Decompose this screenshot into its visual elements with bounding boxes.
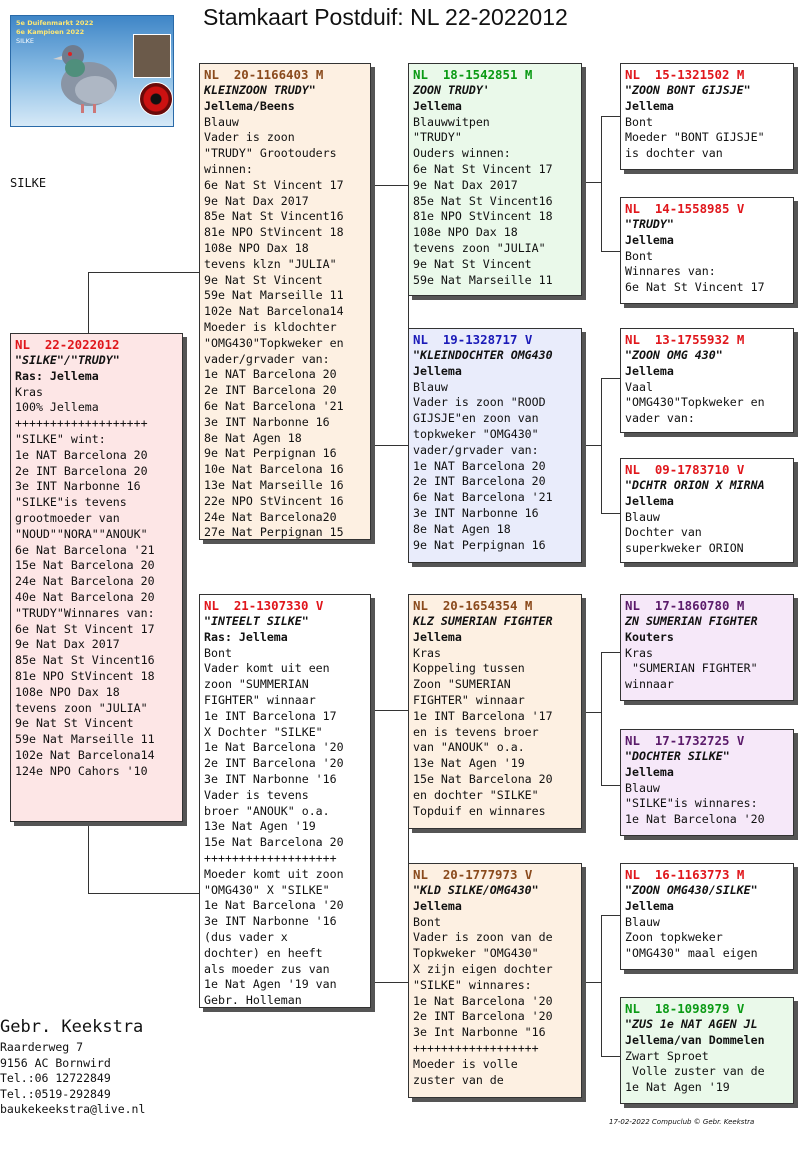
detail-line: "TRUDY" Grootouders <box>204 146 337 161</box>
pedigree-box-dds[interactable] <box>620 863 794 970</box>
ring-number: NL 18-1098979 V <box>625 1001 745 1016</box>
breeder: Jellema <box>413 629 462 644</box>
connector-line <box>601 116 621 252</box>
detail-line: 124e NPO Cahors '10 <box>15 763 148 778</box>
detail-line: 81e NPO StVincent 18 <box>15 668 155 683</box>
detail-line: vader/grvader van: <box>413 442 539 457</box>
detail-line: Kras <box>413 645 441 660</box>
detail-line: 9156 AC Bornwird <box>0 1055 111 1070</box>
detail-line: Tel.:0519-292849 <box>0 1086 111 1101</box>
detail-line: X zijn eigen dochter <box>413 961 553 976</box>
detail-line: 24e Nat Barcelona 20 <box>15 574 155 589</box>
pedigree-box-ssd[interactable] <box>620 197 794 304</box>
detail-line: FIGHTER" winnaar <box>204 692 316 707</box>
pedigree-box-sss[interactable] <box>620 63 794 170</box>
ring-number: NL 18-1542851 M <box>413 67 533 82</box>
detail-line: 9e Nat Perpignan 16 <box>413 537 546 552</box>
detail-line: 6e Nat St Vincent 17 <box>204 177 344 192</box>
detail-line: 102e Nat Barcelona14 <box>204 304 344 319</box>
pedigree-box-subject[interactable] <box>10 333 183 822</box>
detail-line: "OMG430" maal eigen <box>625 946 758 961</box>
detail-line: "OMG430"Topkweker en <box>625 395 765 410</box>
detail-line: 13e Nat Agen '19 <box>413 756 525 771</box>
page-title: Stamkaart Postduif: NL 22-2022012 <box>203 4 568 30</box>
ring-number: NL 09-1783710 V <box>625 462 745 477</box>
photo-caption: 6e Kampioen 2022 <box>16 28 85 36</box>
detail-line: 85e Nat St Vincent16 <box>204 209 344 224</box>
detail-line: 10e Nat Barcelona 16 <box>204 462 344 477</box>
detail-line: 108e NPO Dax 18 <box>413 225 518 240</box>
breeder: Jellema <box>625 363 674 378</box>
details <box>625 380 789 427</box>
detail-line: Moeder is kldochter <box>204 319 337 334</box>
ring-number: NL 16-1163773 M <box>625 867 745 882</box>
pedigree-box-dam-dam[interactable] <box>408 863 582 1098</box>
breeder: Jellema <box>413 98 462 113</box>
detail-line: 1e INT Barcelona 17 <box>204 708 337 723</box>
pedigree-box-sire[interactable] <box>199 63 371 540</box>
pigeon-name: "ZOON BONT GIJSJE" <box>625 83 751 97</box>
detail-line: 85e Nat St Vincent16 <box>413 193 553 208</box>
pigeon-name: KLEINZOON TRUDY" <box>204 83 316 97</box>
detail-line: als moeder zus van <box>204 961 330 976</box>
detail-line: topkweker "OMG430" <box>413 426 539 441</box>
detail-line: 13e Nat Agen '19 <box>204 819 316 834</box>
detail-line: winnaar <box>625 677 674 692</box>
detail-line: 9e Nat St Vincent <box>204 272 323 287</box>
photo-caption: SILKE <box>16 37 35 45</box>
detail-line: "SILKE" wint: <box>15 431 106 446</box>
connector-line <box>582 712 601 714</box>
connector-line <box>88 822 200 894</box>
detail-line: 22e NPO StVincent 16 <box>204 493 344 508</box>
connector-line <box>601 652 621 786</box>
connector-line <box>582 182 601 184</box>
connector-line <box>582 445 601 447</box>
ring-number: NL 22-2022012 <box>15 337 120 352</box>
detail-line: "SILKE"is winnares: <box>625 796 758 811</box>
detail-line: 2e INT Barcelona '20 <box>413 1009 553 1024</box>
detail-line: 9e Nat Dax 2017 <box>204 193 309 208</box>
detail-line: Bont <box>625 248 653 263</box>
pigeon-name: ZOON TRUDY' <box>413 83 490 97</box>
breeder-address-block <box>0 1016 145 1118</box>
detail-line: "SUMERIAN FIGHTER" <box>625 661 758 676</box>
detail-line: Dochter van <box>625 525 702 540</box>
ring-number: NL 14-1558985 V <box>625 201 745 216</box>
detail-line: Vader is zoon van de <box>413 930 553 945</box>
detail-line: 108e NPO Dax 18 <box>15 684 120 699</box>
breeder: Ras: Jellema <box>204 629 288 644</box>
detail-line: 1e NAT Barcelona 20 <box>204 367 337 382</box>
detail-line: X Dochter "SILKE" <box>204 724 323 739</box>
ring-number: NL 19-1328717 V <box>413 332 533 347</box>
detail-line: 24e Nat Barcelona20 <box>204 509 337 524</box>
details <box>625 249 789 296</box>
detail-line: 1e Nat Agen '19 van <box>204 977 337 992</box>
detail-line: en is tevens broer <box>413 724 539 739</box>
detail-line: 9e Nat Dax 2017 <box>15 637 120 652</box>
detail-line: Vaal <box>625 379 653 394</box>
detail-line: Topduif en winnares <box>413 803 546 818</box>
details <box>625 510 789 557</box>
breeder: Jellema <box>625 898 674 913</box>
pigeon-name: "DOCHTER SILKE" <box>625 749 730 763</box>
pigeon-photo <box>10 15 174 127</box>
detail-line: Blauw <box>413 379 448 394</box>
detail-line: 102e Nat Barcelona14 <box>15 747 155 762</box>
pigeon-name: "ZUS 1e NAT AGEN JL <box>625 1017 758 1031</box>
connector-line <box>601 378 621 514</box>
detail-line: Volle zuster van de <box>625 1064 765 1079</box>
connector-line <box>601 915 621 1057</box>
ring-number: NL 20-1654354 M <box>413 598 533 613</box>
detail-line: Winnares van: <box>625 264 716 279</box>
detail-line: 1e Nat Barcelona '20 <box>413 993 553 1008</box>
detail-line: 2e INT Barcelona 20 <box>204 383 337 398</box>
detail-line: Blauw <box>204 114 239 129</box>
details <box>413 115 577 289</box>
detail-line: Koppeling tussen <box>413 661 525 676</box>
detail-line: "TRUDY" <box>413 130 462 145</box>
pedigree-box-sire-dam[interactable] <box>408 328 582 563</box>
details <box>204 115 366 540</box>
detail-line: Vader is tevens <box>204 787 309 802</box>
detail-line: 27e Nat Perpignan 15 <box>204 525 344 540</box>
pedigree-box-dsd[interactable] <box>620 729 794 836</box>
breeder: Jellema <box>625 232 674 247</box>
detail-line: GIJSJE"en zoon van <box>413 411 539 426</box>
detail-line: vader van: <box>625 411 695 426</box>
connector-line <box>371 185 408 187</box>
pigeon-name: "INTEELT SILKE" <box>204 614 309 628</box>
detail-line: tevens zoon "JULIA" <box>15 700 148 715</box>
detail-line: Vader is zoon <box>204 130 295 145</box>
breeder: Kouters <box>625 629 674 644</box>
details <box>625 1049 789 1096</box>
detail-line: zuster van de <box>413 1072 504 1087</box>
connector-line <box>371 710 408 712</box>
detail-line: 3e INT Narbonne 16 <box>15 479 141 494</box>
detail-line: 81e NPO StVincent 18 <box>413 209 553 224</box>
detail-line: Blauw <box>625 780 660 795</box>
detail-line: vader/grvader van: <box>204 351 330 366</box>
breeder: Jellema <box>625 493 674 508</box>
breeder: Ras: Jellema <box>15 368 99 383</box>
detail-line: "OMG430"Topkweker en <box>204 335 344 350</box>
detail-line: 9e Nat St Vincent <box>413 256 532 271</box>
detail-line: 3e Int Narbonne "16 <box>413 1025 546 1040</box>
pigeon-icon <box>51 34 121 114</box>
detail-line: 6e Nat Barcelona '21 <box>204 398 344 413</box>
ring-number: NL 20-1166403 M <box>204 67 324 82</box>
pigeon-name: "ZOON OMG 430" <box>625 348 723 362</box>
breeder: Jellema/Beens <box>204 98 295 113</box>
detail-line: 1e Nat Barcelona '20 <box>204 898 344 913</box>
pigeon-name: "KLEINDOCHTER OMG430 <box>413 348 553 362</box>
ring-number: NL 17-1860780 M <box>625 598 745 613</box>
detail-line: ++++++++++++++++++ <box>413 1040 539 1055</box>
pigeon-name: "DCHTR ORION X MIRNA <box>625 478 765 492</box>
detail-line: Bont <box>413 914 441 929</box>
detail-line: 9e Nat Dax 2017 <box>413 177 518 192</box>
detail-line: 1e INT Barcelona '17 <box>413 708 553 723</box>
connector-line <box>582 982 601 984</box>
details <box>413 915 577 1089</box>
detail-line: 3e INT Narbonne 16 <box>413 505 539 520</box>
footer-credit: 17-02-2022 Compuclub © Gebr. Keekstra <box>609 1118 755 1126</box>
detail-line: 8e Nat Agen 18 <box>204 430 302 445</box>
detail-line: Gebr. Holleman <box>204 993 302 1008</box>
detail-line: is dochter van <box>625 146 723 161</box>
detail-line: Blauw <box>625 914 660 929</box>
address-lines <box>0 1040 145 1118</box>
ring-number: NL 21-1307330 V <box>204 598 324 613</box>
detail-line: 2e INT Barcelona 20 <box>15 463 148 478</box>
ring-number: NL 15-1321502 M <box>625 67 745 82</box>
details <box>413 646 577 820</box>
detail-line: tevens zoon "JULIA" <box>413 240 546 255</box>
detail-line: 3e INT Narbonne 16 <box>204 414 330 429</box>
detail-line: Blauwwitpen <box>413 114 490 129</box>
detail-line: 59e Nat Marseille 11 <box>15 732 155 747</box>
detail-line: +++++++++++++++++++ <box>204 850 337 865</box>
breeder: Jellema <box>413 898 462 913</box>
detail-line: 15e Nat Barcelona 20 <box>204 835 344 850</box>
detail-line: 15e Nat Barcelona 20 <box>15 558 155 573</box>
detail-line: Bont <box>625 114 653 129</box>
details <box>15 385 178 780</box>
detail-line: FIGHTER" winnaar <box>413 692 525 707</box>
connector-line <box>371 445 408 447</box>
detail-line: winnen: <box>204 161 253 176</box>
detail-line: 108e NPO Dax 18 <box>204 240 309 255</box>
detail-line: Kras <box>625 645 653 660</box>
pedigree-box-dss[interactable] <box>620 594 794 701</box>
detail-line: 6e Nat St Vincent 17 <box>15 621 155 636</box>
detail-line: "SILKE" winnares: <box>413 977 532 992</box>
details <box>625 115 789 162</box>
detail-line: "TRUDY"Winnares van: <box>15 605 155 620</box>
detail-line: zoon "SUMMERIAN <box>204 677 309 692</box>
detail-line: tevens klzn "JULIA" <box>204 256 337 271</box>
detail-line: 59e Nat Marseille 11 <box>413 272 553 287</box>
connector-line <box>371 982 408 984</box>
pigeon-name: ZN SUMERIAN FIGHTER <box>625 614 758 628</box>
detail-line: 6e Nat Barcelona '21 <box>413 490 553 505</box>
pigeon-name: "KLD SILKE/OMG430" <box>413 883 539 897</box>
detail-line: baukekeekstra@live.nl <box>0 1102 146 1116</box>
detail-line: 85e Nat St Vincent16 <box>15 653 155 668</box>
details <box>413 380 577 554</box>
pigeon-name: "ZOON OMG430/SILKE" <box>625 883 758 897</box>
detail-line: "NOUD""NORA""ANOUK" <box>15 526 148 541</box>
detail-line: 1e Nat Barcelona '20 <box>204 740 344 755</box>
detail-line: Topkweker "OMG430" <box>413 946 539 961</box>
pigeon-name: KLZ SUMERIAN FIGHTER <box>413 614 553 628</box>
subject-name: SILKE <box>10 176 47 190</box>
detail-line: Bont <box>204 645 232 660</box>
details <box>625 781 789 828</box>
pedigree-box-dam-sire[interactable] <box>408 594 582 829</box>
detail-line: 1e NAT Barcelona 20 <box>15 447 148 462</box>
detail-line: grootmoeder van <box>15 510 120 525</box>
detail-line: (dus vader x <box>204 929 288 944</box>
detail-line: 1e Nat Agen '19 <box>625 1080 730 1095</box>
details <box>204 646 366 1008</box>
detail-line: 2e INT Barcelona '20 <box>204 756 344 771</box>
detail-line: 13e Nat Marseille 16 <box>204 477 344 492</box>
detail-line: 6e Nat Barcelona '21 <box>15 542 155 557</box>
breeder-name: Gebr. Keekstra <box>0 1017 144 1037</box>
detail-line: 3e INT Narbonne '16 <box>204 771 337 786</box>
detail-line: Blauw <box>625 509 660 524</box>
pedigree-box-sire-sire[interactable] <box>408 63 582 296</box>
detail-line: Zwart Sproet <box>625 1048 709 1063</box>
pedigree-box-sdd[interactable] <box>620 458 794 563</box>
detail-line: "OMG430" X "SILKE" <box>204 882 330 897</box>
detail-line: superkweker ORION <box>625 541 744 556</box>
breeder: Jellema <box>413 363 462 378</box>
breeder: Jellema <box>625 764 674 779</box>
detail-line: 3e INT Narbonne '16 <box>204 914 337 929</box>
detail-line: 40e Nat Barcelona 20 <box>15 589 155 604</box>
detail-line: dochter) en heeft <box>204 945 323 960</box>
detail-line: Moeder is volle <box>413 1056 518 1071</box>
detail-line: 6e Nat St Vincent 17 <box>413 161 553 176</box>
pedigree-box-sds[interactable] <box>620 328 794 433</box>
connector-line <box>371 185 409 445</box>
detail-line: "SILKE"is tevens <box>15 495 127 510</box>
detail-line: Vader is zoon "ROOD <box>413 395 546 410</box>
detail-line: Zoon "SUMERIAN <box>413 677 511 692</box>
details <box>625 646 789 693</box>
pigeon-eye-photo <box>139 82 173 116</box>
detail-line: 9e Nat St Vincent <box>15 716 134 731</box>
photo-caption: 5e Duifenmarkt 2022 <box>16 19 94 27</box>
ring-number: NL 13-1755932 M <box>625 332 745 347</box>
ring-number: NL 20-1777973 V <box>413 867 533 882</box>
detail-line: 59e Nat Marseille 11 <box>204 288 344 303</box>
detail-line: van "ANOUK" o.a. <box>413 740 525 755</box>
detail-line: Moeder komt uit zoon <box>204 866 344 881</box>
detail-line: 9e Nat Perpignan 16 <box>204 446 337 461</box>
detail-line: Zoon topkweker <box>625 930 723 945</box>
detail-line: broer "ANOUK" o.a. <box>204 803 330 818</box>
detail-line: Vader komt uit een <box>204 661 330 676</box>
connector-line <box>88 272 200 334</box>
detail-line: +++++++++++++++++++ <box>15 416 148 431</box>
details <box>625 915 789 962</box>
detail-line: 1e NAT Barcelona 20 <box>413 458 546 473</box>
detail-line: Raarderweg 7 <box>0 1040 84 1054</box>
pedigree-box-dam[interactable] <box>199 594 371 1008</box>
breeder: Jellema <box>625 98 674 113</box>
detail-line: 6e Nat St Vincent 17 <box>625 280 765 295</box>
detail-line: en dochter "SILKE" <box>413 787 539 802</box>
detail-line: 15e Nat Barcelona 20 <box>413 771 553 786</box>
pigeon-name: "TRUDY" <box>625 217 674 231</box>
detail-line: Tel.:06 12722849 <box>0 1071 111 1085</box>
detail-line: 8e Nat Agen 18 <box>413 521 511 536</box>
detail-line: 81e NPO StVincent 18 <box>204 225 344 240</box>
pedigree-box-ddd[interactable] <box>620 997 794 1104</box>
detail-line: Moeder "BONT GIJSJE" <box>625 130 765 145</box>
ring-number: NL 17-1732725 V <box>625 733 745 748</box>
pigeon-name: "SILKE"/"TRUDY" <box>15 353 120 367</box>
detail-line: Ouders winnen: <box>413 146 511 161</box>
detail-line: 100% Jellema <box>15 400 99 415</box>
detail-line: 1e Nat Barcelona '20 <box>625 812 765 827</box>
detail-line: 2e INT Barcelona 20 <box>413 474 546 489</box>
connector-line <box>371 710 409 982</box>
detail-line: Kras <box>15 384 43 399</box>
pigeon-hand-photo <box>133 34 171 78</box>
breeder: Jellema/van Dommelen <box>625 1032 765 1047</box>
